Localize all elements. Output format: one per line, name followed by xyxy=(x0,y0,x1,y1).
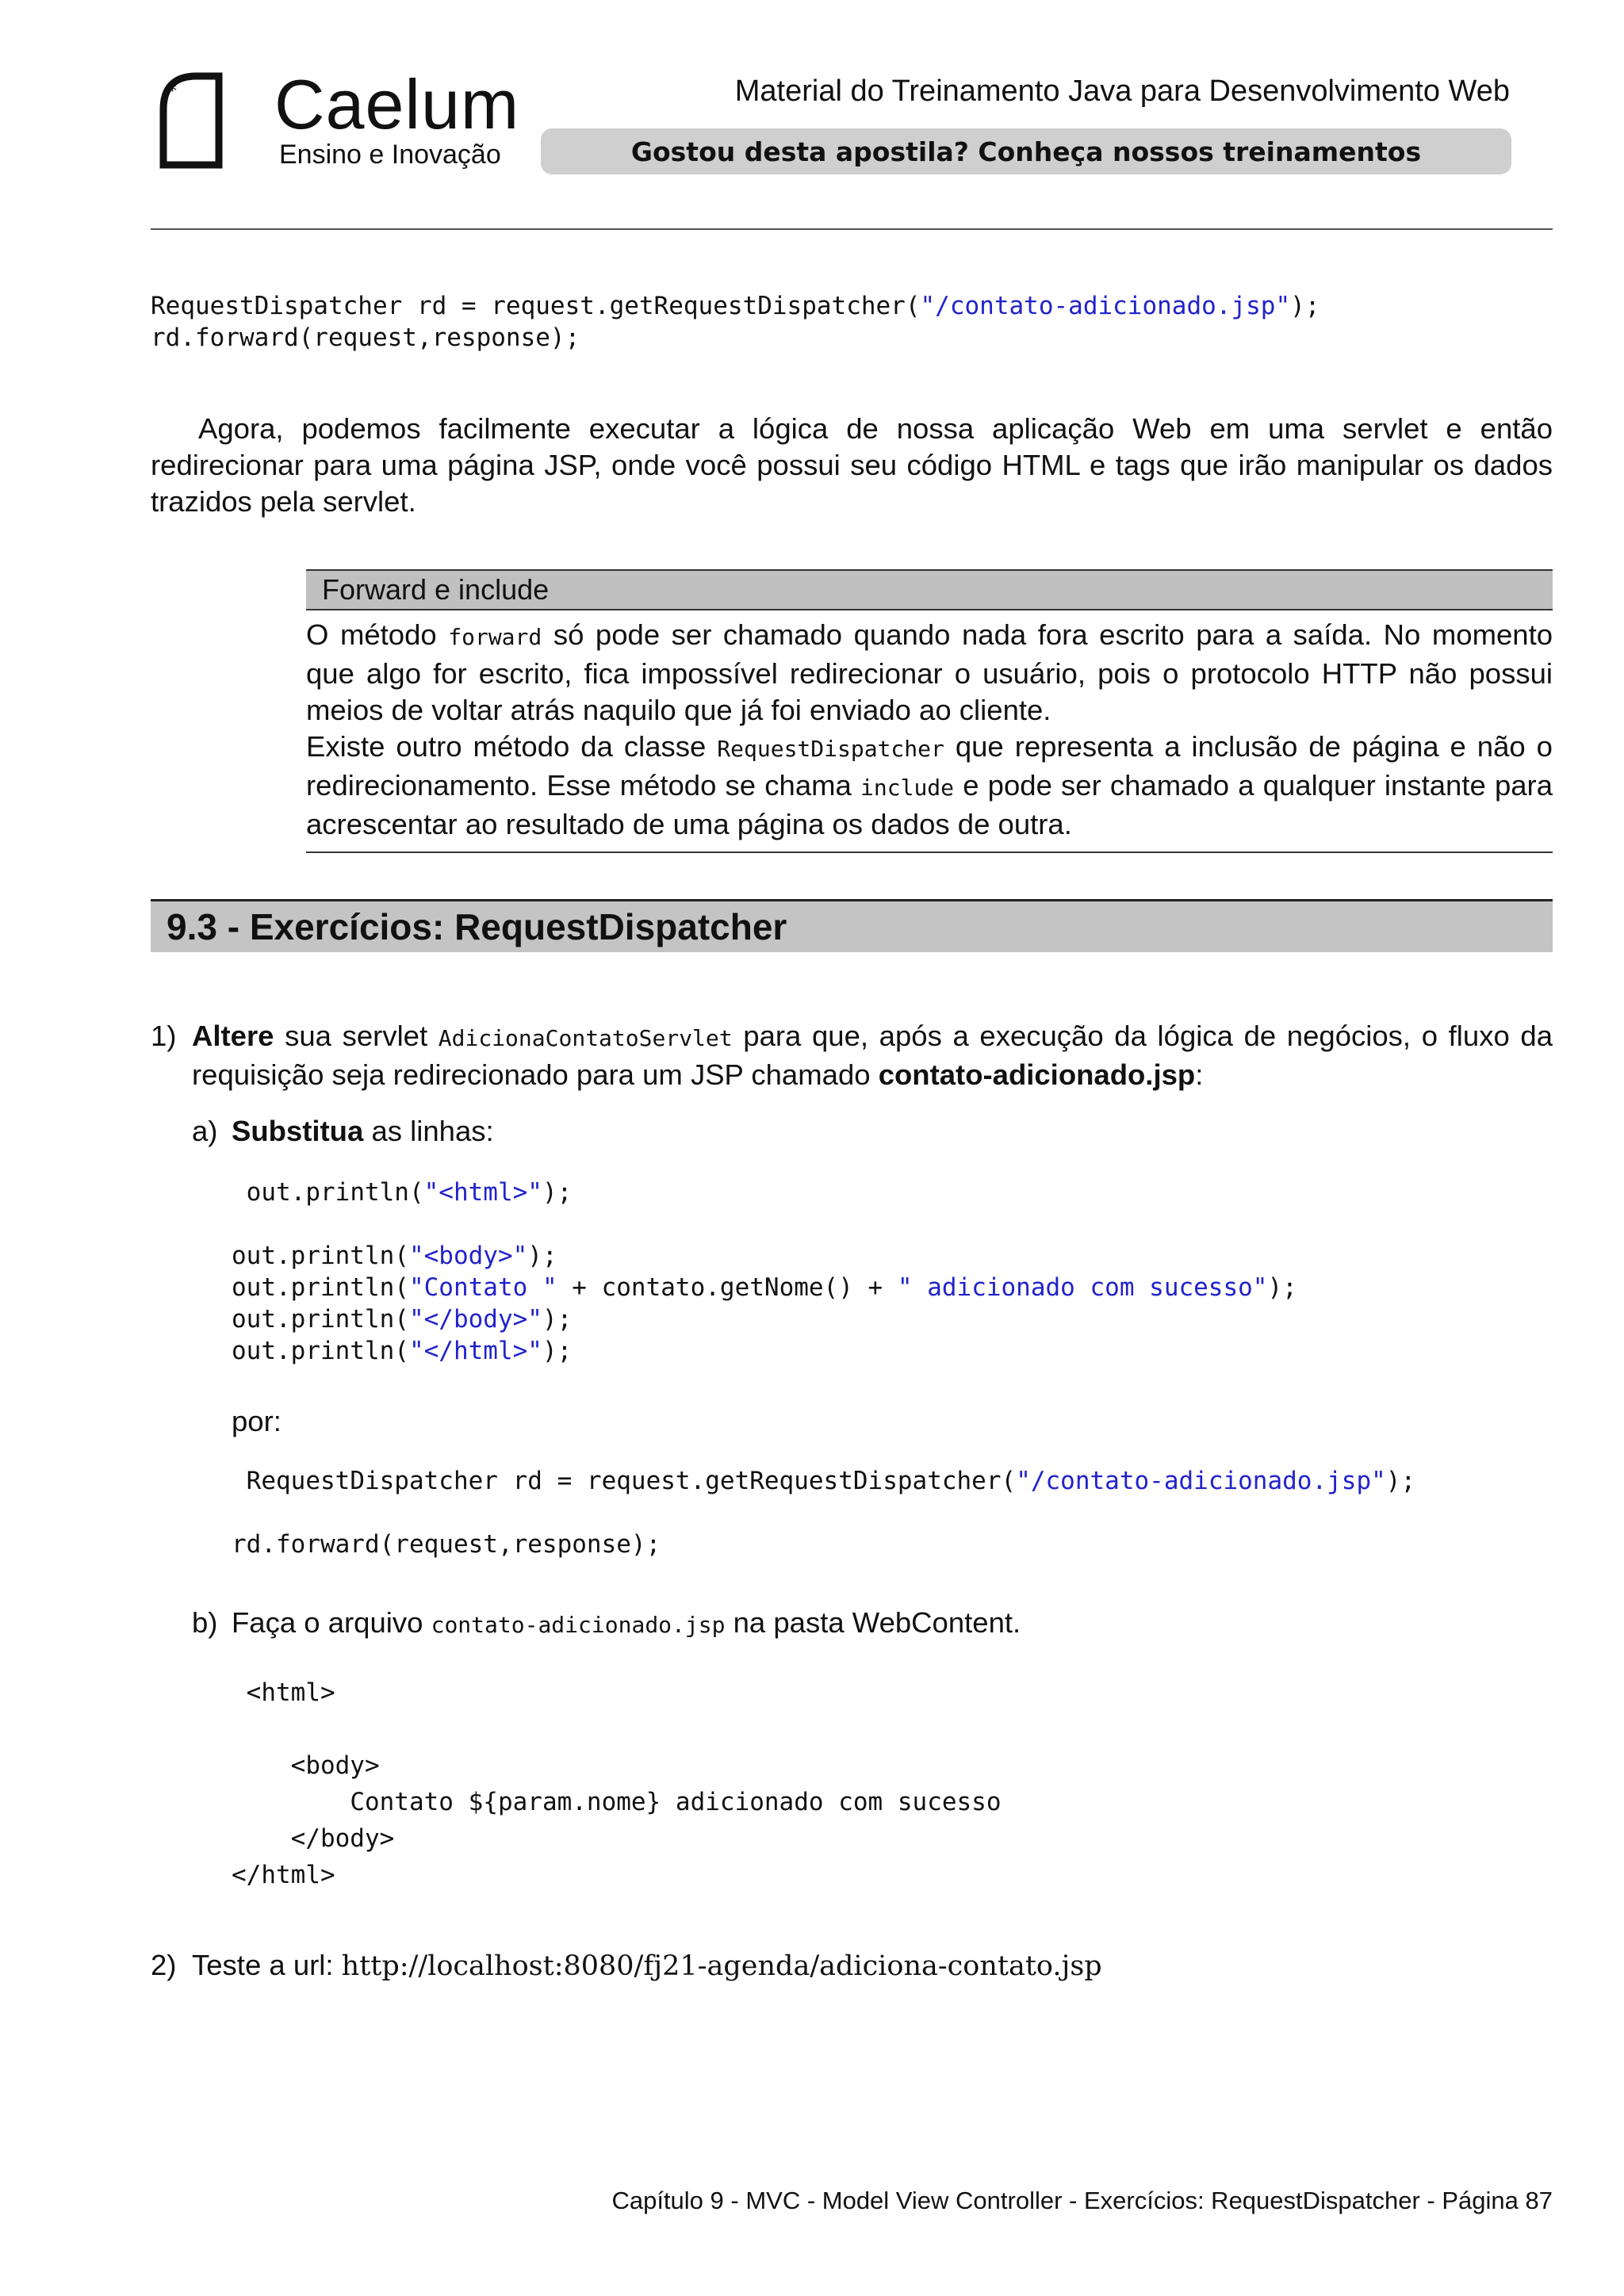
box-text: que representa a inclusão de página e não o redirecionamento. Esse método se chama xyxy=(306,730,1553,802)
code-text: ); xyxy=(542,1337,573,1365)
code-text: ); xyxy=(1267,1273,1297,1302)
exercise-1b-label: b) xyxy=(192,1606,218,1639)
inline-code: RequestDispatcher xyxy=(717,736,944,762)
code-text: ); xyxy=(527,1242,557,1270)
code-string: " adicionado com sucesso" xyxy=(897,1273,1268,1302)
inline-code: include xyxy=(860,775,955,801)
caelum-logo-mark xyxy=(157,70,224,171)
code-text: out.println( xyxy=(232,1242,409,1270)
box-text: Existe outro método da classe xyxy=(306,730,718,763)
exercise-1-text xyxy=(192,1018,1553,1093)
logo-tagline: Ensino e Inovação xyxy=(279,140,501,170)
code-text: RequestDispatcher rd = request.getRequestDispatcher( xyxy=(246,1467,1017,1495)
logo-name: Caelum xyxy=(274,65,520,144)
code-block-jsp xyxy=(232,1674,1002,1893)
exercise-1-number: 1) xyxy=(151,1020,177,1052)
exercise-1b-text xyxy=(232,1605,1021,1644)
svg-text:*: * xyxy=(168,82,177,101)
box-text: e pode ser chamado a qualquer instante para acrescentar ao resultado de uma página os dados de outra. xyxy=(306,769,1553,840)
text: : xyxy=(1195,1058,1204,1091)
box-text: O método xyxy=(306,618,449,651)
text: sua servlet xyxy=(274,1020,439,1052)
emphasis: Altere xyxy=(192,1020,274,1052)
test-url-link[interactable]: http://localhost:8080/fj21-agenda/adiciona-contato.jsp xyxy=(341,1950,1102,1982)
code-string: "/contato-adicionado.jsp" xyxy=(920,292,1291,320)
emphasis: contato-adicionado.jsp xyxy=(878,1058,1196,1091)
inline-code: contato-adicionado.jsp xyxy=(431,1612,726,1638)
code-block-replace xyxy=(232,1177,1297,1367)
code-text: <html> xyxy=(246,1678,335,1707)
exercise-1a-text xyxy=(232,1113,494,1150)
box-title: Forward e include xyxy=(322,573,550,606)
code-string: "Contato " xyxy=(408,1273,557,1302)
code-string: "</html>" xyxy=(408,1337,542,1365)
text: Faça o arquivo xyxy=(232,1606,431,1639)
exercise-2-number: 2) xyxy=(151,1949,177,1981)
exercise-2-text xyxy=(192,1947,1102,1984)
code-string: "<html>" xyxy=(423,1178,542,1207)
text: para que, após a execução da lógica de negócios, o fluxo da requisição seja redirecionado para um JSP chamado xyxy=(192,1020,1553,1091)
header-title: Material do Treinamento Java para Desenvolvimento Web xyxy=(734,75,1510,108)
code-text: RequestDispatcher rd = request.getRequestDispatcher( xyxy=(151,292,921,320)
code-text: Contato ${param.nome} adicionado com sucesso xyxy=(350,1788,1002,1816)
box-paragraph-2 xyxy=(306,729,1553,843)
box-body xyxy=(306,617,1553,843)
code-block-top xyxy=(151,290,1320,354)
code-text: rd.forward(request,response); xyxy=(232,1530,661,1559)
code-text: </html> xyxy=(232,1861,335,1889)
text: na pasta WebContent. xyxy=(725,1606,1021,1639)
code-text: ); xyxy=(1385,1467,1416,1495)
code-text: </body> xyxy=(290,1824,395,1853)
code-text: ); xyxy=(542,1305,573,1334)
code-block-with xyxy=(232,1465,1415,1560)
intro-paragraph: Agora, podemos facilmente executar a lógica de nossa aplicação Web em uma servlet e então redirecionar para uma página JSP, onde você possui seu código HTML e tags que irão manipular os dados trazidos pela servlet. xyxy=(151,412,1553,518)
code-text: out.println( xyxy=(232,1337,409,1365)
code-text: out.println( xyxy=(232,1273,409,1302)
training-banner[interactable]: Gostou desta apostila? Conheça nossos treinamentos xyxy=(541,128,1511,174)
por-label: por: xyxy=(232,1405,282,1437)
section-title: 9.3 - Exercícios: RequestDispatcher xyxy=(167,906,787,947)
exercise-1a-label: a) xyxy=(192,1115,218,1147)
code-string: "<body>" xyxy=(408,1242,528,1270)
box-paragraph-1 xyxy=(306,617,1553,729)
box-bottom-rule xyxy=(306,851,1553,853)
code-text: rd.forward(request,response); xyxy=(151,323,580,352)
code-text: ); xyxy=(1290,292,1320,320)
inline-code: AdicionaContatoServlet xyxy=(438,1025,733,1051)
code-text: out.println( xyxy=(232,1305,409,1334)
code-text: out.println( xyxy=(246,1178,424,1207)
page-footer: Capítulo 9 - MVC - Model View Controller - Exercícios: RequestDispatcher - Página 87 xyxy=(611,2187,1553,2214)
emphasis: Substitua xyxy=(232,1115,364,1147)
code-string: "</body>" xyxy=(408,1305,542,1334)
box-text: só pode ser chamado quando nada fora escrito para a saída. No momento que algo for escrito, fica impossível redirecionar o usuário, pois o protocolo HTTP não possui meios de voltar atrás naquilo que já foi enviado ao cliente. xyxy=(306,618,1553,726)
code-text: + contato.getNome() + xyxy=(557,1273,898,1302)
header-divider xyxy=(151,228,1553,230)
code-text: <body> xyxy=(290,1751,380,1780)
code-string: "/contato-adicionado.jsp" xyxy=(1016,1467,1386,1495)
inline-code: forward xyxy=(448,624,542,650)
text: Teste a url: xyxy=(192,1949,342,1981)
text: as linhas: xyxy=(363,1115,494,1147)
code-text: ); xyxy=(542,1178,573,1207)
